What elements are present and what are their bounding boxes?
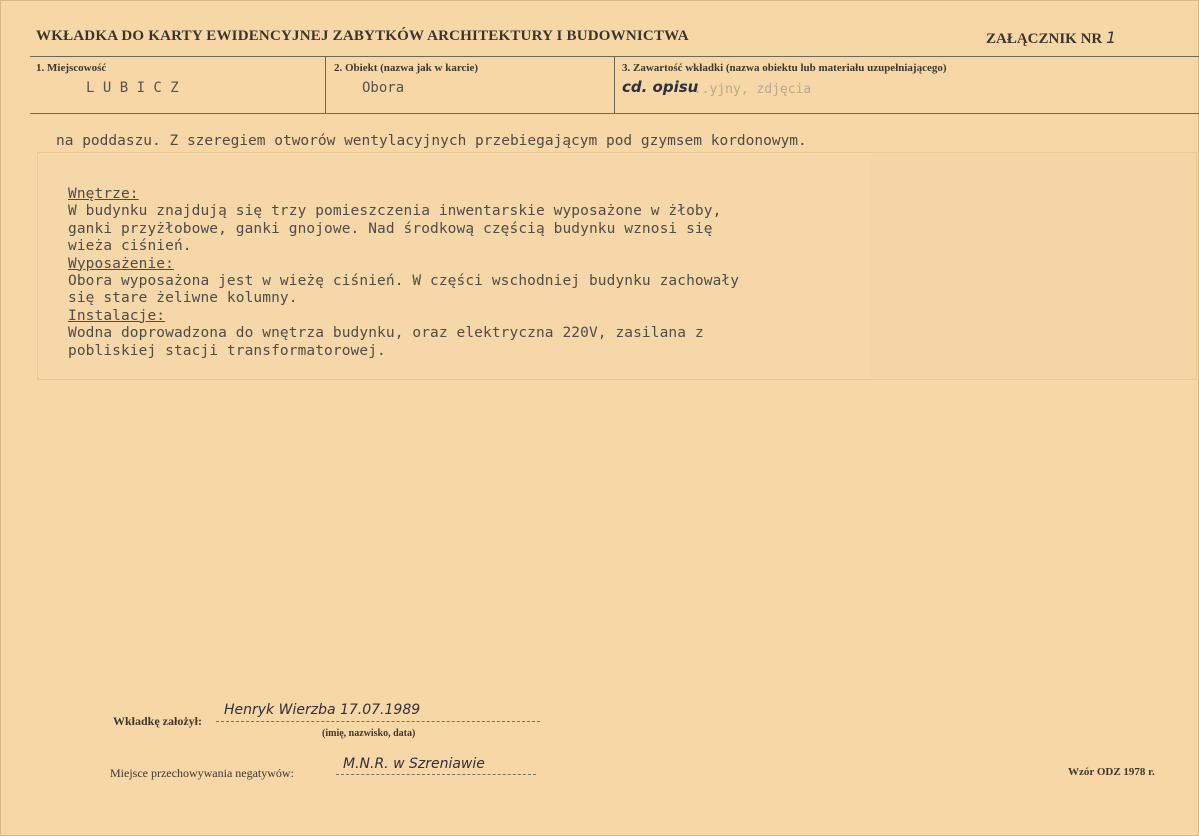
header-rule-bottom	[30, 113, 1199, 114]
negatives-label: Miejsce przechowywania negatywów:	[110, 766, 294, 780]
equipment-heading: Wyposażenie:	[68, 255, 174, 272]
founder-label: Wkładkę założył:	[113, 714, 202, 728]
founder-hint: (imię, nazwisko, data)	[322, 728, 416, 739]
interior-line: wieża ciśnień.	[68, 238, 192, 255]
founder-line	[216, 721, 540, 722]
pasted-sheet-margin	[871, 152, 1197, 380]
interior-line: W budynku znajdują się trzy pomieszczenia inwentarskie wyposażone w żłoby,	[68, 203, 722, 220]
annex-number	[986, 28, 1116, 48]
installations-line: pobliskiej stacji transformatorowej.	[68, 342, 386, 359]
interior-line: ganki przyżłobowe, ganki gnojowe. Nad środkową częścią budynku wznosi się	[68, 220, 713, 237]
interior-heading: Wnętrze:	[68, 186, 139, 202]
place-value: L U B I C Z	[86, 80, 179, 96]
installations-line: Wodna doprowadzona do wnętrza budynku, oraz elektryczna 220V, zasilana z	[68, 325, 704, 342]
place-label: 1. Miejscowość	[36, 62, 107, 74]
object-label: 2. Obiekt (nazwa jak w karcie)	[334, 62, 479, 74]
contents-faded-typed: ...yjny, zdjęcia	[686, 82, 812, 97]
equipment-line: się stare żeliwne kolumny.	[68, 290, 298, 307]
annex-number-handwritten: 1	[1106, 28, 1117, 47]
card-title: WKŁADKA DO KARTY EWIDENCYJNEJ ZABYTKÓW ARCHITEKTURY I BUDOWNICTWA	[36, 28, 689, 44]
equipment-line: Obora wyposażona jest w wieżę ciśnień. W części wschodniej budynku zachowały	[68, 273, 740, 290]
founder-value: Henryk Wierzba 17.07.1989	[224, 702, 421, 718]
negatives-line	[336, 774, 536, 775]
continuation-line: na poddaszu. Z szeregiem otworów wentylacyjnych przebiegającym pod gzymsem kordonowym.	[56, 133, 807, 149]
annex-label: ZAŁĄCZNIK NR	[986, 31, 1103, 47]
field-divider-1	[325, 56, 326, 113]
contents-label: 3. Zawartość wkładki (nazwa obiektu lub materiału uzupełniającego)	[622, 62, 947, 74]
field-divider-2	[614, 56, 615, 113]
description-body	[68, 186, 739, 360]
installations-heading: Instalacje:	[68, 307, 166, 324]
contents-handwritten: cd. opisu	[622, 78, 699, 96]
form-model: Wzór ODZ 1978 r.	[1068, 766, 1155, 778]
negatives-value: M.N.R. w Szreniawie	[343, 756, 485, 772]
object-value: Obora	[362, 80, 405, 96]
